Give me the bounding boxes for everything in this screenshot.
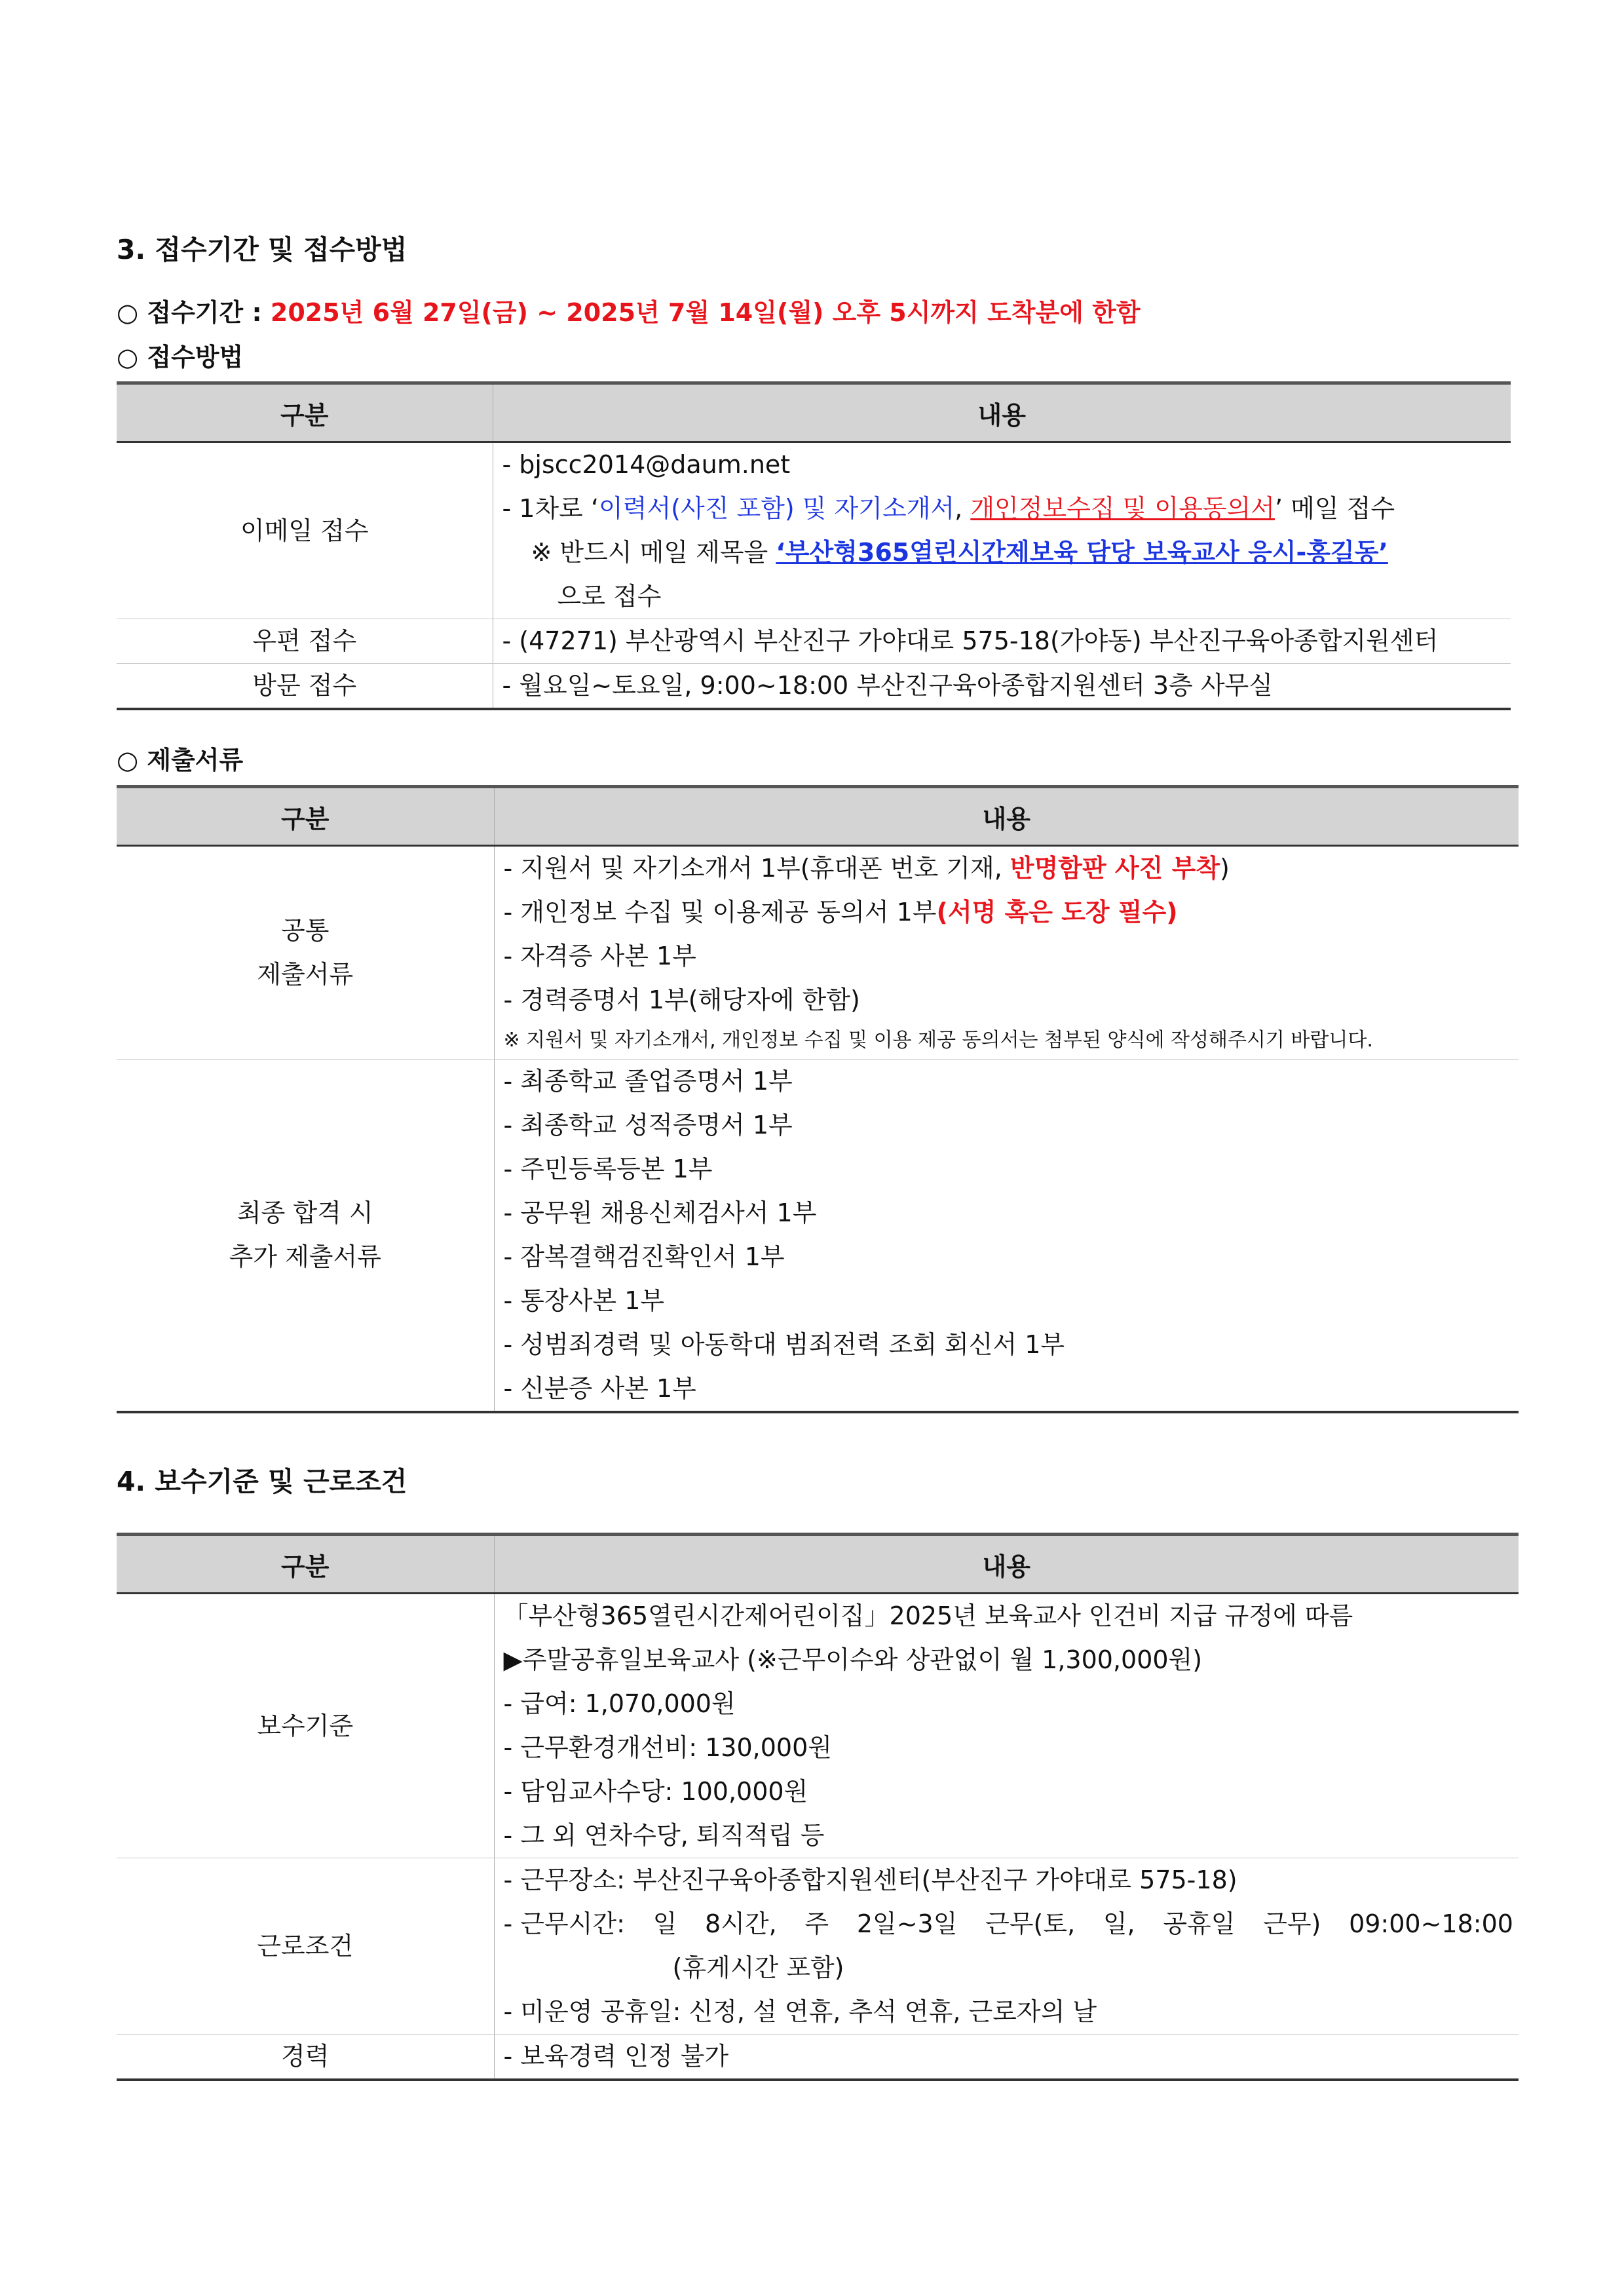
common-item-2-red: (서명 혹은 도장 필수) [936,898,1178,927]
pay-item: ▶주말공휴일보육교사 (※근무이수와 상관없이 월 1,300,000원) [503,1645,1203,1674]
email-docs-mid: , [954,494,971,523]
pay-header-content: 내용 [494,1535,1519,1594]
visit-category: 방문 접수 [117,664,493,710]
email-category: 이메일 접수 [117,442,493,619]
common-item-3: - 자격증 사본 1부 [503,942,696,970]
email-docs-blue: 이력서(사진 포함) 및 자기소개서 [599,494,955,523]
final-item: - 최종학교 성적증명서 1부 [503,1111,793,1139]
final-category [117,1060,494,1413]
post-category: 우편 접수 [117,619,493,664]
work-hours-word: 09:00~18:00 [1349,1909,1513,1938]
work-place: - 근무장소: 부산진구육아종합지원센터(부산진구 가야대로 575-18) [503,1866,1237,1894]
final-item: - 최종학교 졸업증명서 1부 [503,1067,793,1096]
final-item: - 신분증 사본 1부 [503,1374,696,1403]
common-item-1-pre: - 지원서 및 자기소개서 1부(휴대폰 번호 기재, [503,854,1010,883]
email-subject-pre: ※ 반드시 메일 제목을 [531,538,776,567]
common-item-1-red: 반명함판 사진 부착 [1010,854,1220,883]
work-hours-word: 2일~3일 [856,1909,958,1938]
method-row-visit [117,664,1511,710]
section3-title: 3. 접수기간 및 접수방법 [117,234,407,265]
method-row-email [117,442,1511,619]
common-cat-line2: 제출서류 [257,960,354,989]
email-subject-note [502,531,1511,575]
method-table [117,381,1511,710]
work-hours-word: - 근무시간: [503,1909,625,1938]
final-content [494,1060,1519,1413]
email-docs-pre: - 1차로 ‘ [502,494,599,523]
period-value: 2025년 6월 27일(금) ~ 2025년 7월 14일(월) 오후 5시까지 도착분에 한함 [270,298,1141,327]
work-hours-word: 근무(토, [985,1909,1076,1938]
pay-content [494,1594,1519,1858]
period-label: ○ 접수기간 : [117,298,271,327]
career-category: 경력 [117,2035,494,2080]
email-docs-line [502,487,1511,531]
pay-item: - 그 외 연차수당, 퇴직적립 등 [503,1821,825,1850]
final-item: - 주민등록등본 1부 [503,1155,713,1183]
final-cat-line2: 추가 제출서류 [229,1242,381,1271]
work-hours-word: 일, [1103,1909,1135,1938]
docs-label: ○ 제출서류 [117,746,244,775]
pay-category: 보수기준 [117,1594,494,1858]
pay-item: - 담임교사수당: 100,000원 [503,1777,808,1806]
final-item: - 잠복결핵검진확인서 1부 [503,1242,785,1271]
pay-item: 「부산형365열린시간제어린이집」2025년 보육교사 인건비 지급 규정에 따름 [503,1601,1353,1630]
work-row [117,1858,1519,2035]
common-item-2 [495,890,1519,934]
email-content [493,442,1511,619]
docs-row-common [117,846,1519,1060]
docs-table [117,785,1519,1413]
common-item-4: - 경력증명서 1부(해당자에 한함) [503,985,860,1014]
email-docs-post: ’ 메일 접수 [1274,494,1395,523]
pay-row [117,1594,1519,1858]
section4-title: 4. 보수기준 및 근로조건 [117,1466,407,1497]
common-item-2-pre: - 개인정보 수집 및 이용제공 동의서 1부 [503,898,937,927]
career-content [494,2035,1519,2080]
common-cat-line1: 공통 [281,916,330,945]
method-header-category: 구분 [117,383,493,442]
common-category [117,846,494,1060]
docs-header-category: 구분 [117,787,494,846]
email-docs-red: 개인정보수집 및 이용동의서 [970,494,1275,523]
common-item-1-post: ) [1220,854,1230,883]
method-row-post [117,619,1511,664]
common-item-1 [495,847,1519,890]
work-hours-word: 주 [804,1909,829,1938]
work-content [494,1858,1519,2035]
final-cat-line1: 최종 합격 시 [236,1198,373,1227]
post-address: - (47271) 부산광역시 부산진구 가야대로 575-18(가야동) 부산진구육아종합지원센터 [502,626,1439,655]
docs-header-content: 내용 [494,787,1519,846]
work-hours-word: 공휴일 [1163,1909,1236,1938]
work-hours-word: 근무) [1263,1909,1321,1938]
final-item: - 성범죄경력 및 아동학대 범죄전력 조회 회신서 1부 [503,1330,1065,1359]
final-item: - 통장사본 1부 [503,1286,665,1315]
method-label: ○ 접수방법 [117,343,244,372]
pay-header-category: 구분 [117,1535,494,1594]
email-subject-suffix: 으로 접수 [557,582,662,611]
final-item: - 공무원 채용신체검사서 1부 [503,1198,817,1227]
work-holidays: - 미운영 공휴일: 신정, 설 연휴, 추석 연휴, 근로자의 날 [503,1997,1097,2026]
career-text: - 보육경력 인정 불가 [503,2042,729,2071]
application-period [117,292,1141,328]
email-address: - bjscc2014@daum.net [502,450,791,479]
common-content [494,846,1519,1060]
pay-item: - 근무환경개선비: 130,000원 [503,1733,832,1762]
visit-hours: - 월요일~토요일, 9:00~18:00 부산진구육아종합지원센터 3층 사무실 [502,671,1273,700]
work-break-note: (휴게시간 포함) [672,1953,844,1982]
work-category: 근로조건 [117,1858,494,2035]
visit-content [493,664,1511,710]
pay-item: - 급여: 1,070,000원 [503,1689,736,1718]
work-hours [504,1902,1519,1946]
post-content [493,619,1511,664]
pay-table [117,1533,1519,2081]
docs-row-final [117,1060,1519,1413]
common-note: ※ 지원서 및 자기소개서, 개인정보 수집 및 이용 제공 동의서는 첨부된 양식에 작성해주시기 바랍니다. [503,1029,1373,1052]
work-hours-word: 일 [652,1909,677,1938]
work-hours-word: 8시간, [705,1909,777,1938]
method-header-content: 내용 [493,383,1511,442]
career-row [117,2035,1519,2080]
email-subject-title: ‘부산형365열린시간제보육 담당 보육교사 응시-홍길동’ [776,538,1388,567]
